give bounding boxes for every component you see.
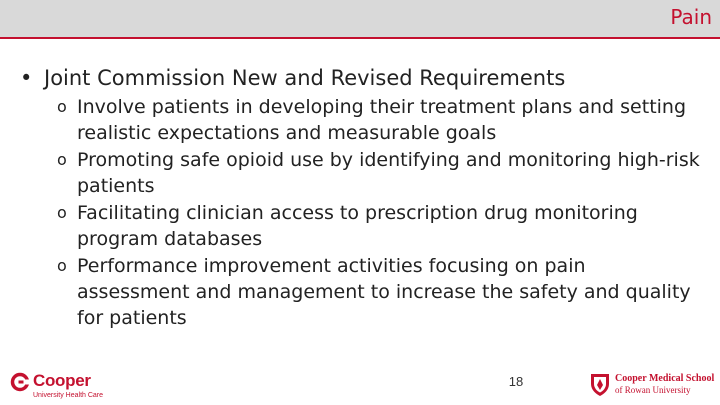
sub-bullet-text: Involve patients in developing their treatment plans and setting realistic expectations and measurable goals (77, 96, 687, 144)
cooper-logo-subtitle: University Health Care (33, 392, 104, 399)
sub-bullet-marker-icon: o (57, 256, 67, 275)
cooper-logo-name: Cooper (33, 371, 91, 390)
sub-bullet-marker-icon: o (57, 150, 67, 169)
sub-bullet-item (57, 147, 710, 199)
bullet-dot-icon: • (20, 66, 33, 90)
sub-bullet-text: Promoting safe opioid use by identifying and monitoring high-risk patients (77, 149, 700, 197)
sub-bullet-marker-icon: o (57, 97, 67, 116)
sub-bullet-item (57, 94, 710, 146)
main-bullet-text: Joint Commission New and Revised Requirements (44, 66, 566, 90)
shield-crest-icon (590, 373, 610, 397)
sub-bullet-item (57, 200, 710, 252)
slide-title: Pain (670, 5, 712, 29)
sub-bullet-item (57, 253, 710, 331)
cooper-medical-school-logo (590, 373, 714, 397)
sub-bullet-list (57, 94, 710, 331)
sub-bullet-text: Facilitating clinician access to prescription drug monitoring program databases (77, 202, 638, 250)
main-bullet (20, 63, 710, 93)
cooper-logo (10, 372, 103, 400)
medical-school-name: Cooper Medical School (615, 373, 715, 384)
slide-header (0, 0, 720, 39)
cooper-c-logo-icon (10, 372, 30, 392)
slide-footer (0, 368, 720, 405)
slide-content (20, 63, 710, 331)
page-number: 18 (508, 374, 524, 389)
sub-bullet-marker-icon: o (57, 203, 67, 222)
medical-school-subtitle: of Rowan University (615, 385, 691, 395)
sub-bullet-text: Performance improvement activities focusing on pain assessment and management to increase the safety and quality for patients (77, 255, 691, 329)
